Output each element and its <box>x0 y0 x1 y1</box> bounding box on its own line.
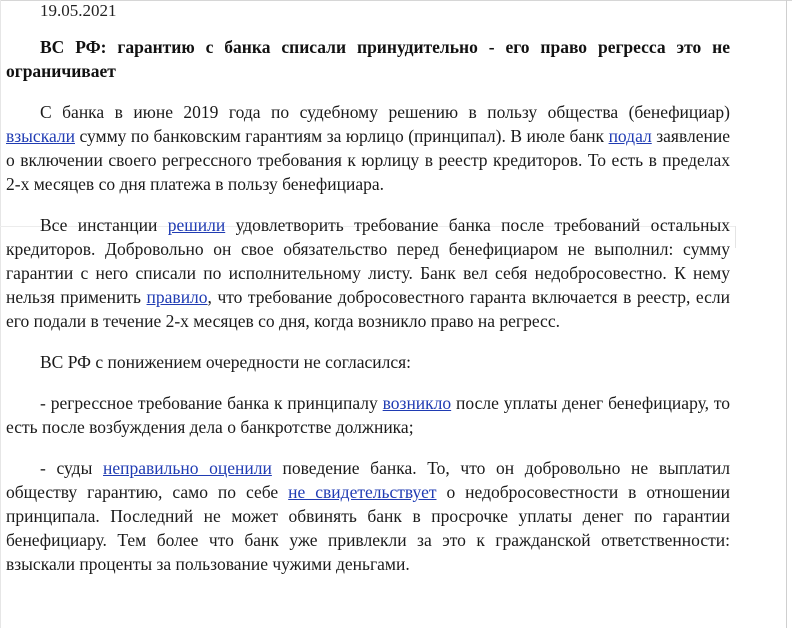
right-border <box>786 0 787 628</box>
paragraph-5 <box>6 456 730 576</box>
paragraph-text: поведение банка. То, что он добровольно не выплатил обществу гарантию, само по себе <box>6 458 730 502</box>
link-ne-svidetelstvuet[interactable]: не свидетельствует <box>288 482 437 502</box>
paragraph-text: - суды <box>40 458 103 478</box>
paragraph-text: заявление о включении своего регрессного требования к юрлицу в реестр кредиторов. То есть в пределах 2-х месяцев со дня платежа в пользу бенефициара. <box>6 126 730 194</box>
paragraph-4 <box>6 391 730 439</box>
link-pravilo[interactable]: правило <box>146 287 208 307</box>
paragraph-text: - регрессное требование банка к принципалу <box>40 393 383 413</box>
paragraph-3 <box>6 350 730 374</box>
article-body <box>6 35 730 576</box>
link-nepravilno-ocenili[interactable]: неправильно оценили <box>103 458 272 478</box>
paragraph-text: удовлетворить требование банка после требований остальных кредиторов. Добровольно он свое обязательство перед бенефициаром не выполнил: сумму гарантии с него списали по исполнительному листу. Банк вел себя недобросовестно. К нему нельзя применить <box>6 215 730 307</box>
publication-date: 19.05.2021 <box>40 1 117 20</box>
separator-edge <box>735 226 736 248</box>
paragraph-text: Все инстанции <box>40 215 168 235</box>
top-border <box>0 0 792 1</box>
link-vozniklo[interactable]: возникло <box>382 393 452 413</box>
link-vzyskali[interactable]: взыскали <box>6 126 75 146</box>
paragraph-1 <box>6 100 730 196</box>
paragraph-text: С банка в июне 2019 года по судебному решению в пользу общества (бенефициар) <box>40 102 730 122</box>
paragraph-text: , что требование добросовестного гаранта включается в реестр, если его подали в течение 2-х месяцев со дня, когда возникло право на регресс. <box>6 287 730 331</box>
link-podal[interactable]: подал <box>608 126 652 146</box>
link-reshili[interactable]: решили <box>167 215 226 235</box>
left-border <box>0 0 1 628</box>
paragraph-text: о недобросовестности в отношении принципала. Последний не может обвинять банк в просрочке уплаты денег по гарантии бенефициару. Тем более что банк уже привлекли за это к гражданской ответственности: взыскали проценты за пользование чужими деньгами. <box>6 482 731 574</box>
paragraph-text: сумму по банковским гарантиям за юрлицо (принципал). В июле банк <box>74 126 609 146</box>
paragraph-text: ВС РФ с понижением очередности не согласился: <box>40 352 412 372</box>
paragraph-text: после уплаты денег бенефициару, то есть после возбуждения дела о банкротстве должника; <box>6 393 731 437</box>
paragraph-2 <box>6 213 730 333</box>
article-title: ВС РФ: гарантию с банка списали принудительно - его право регресса это не ограничивает <box>6 37 730 81</box>
